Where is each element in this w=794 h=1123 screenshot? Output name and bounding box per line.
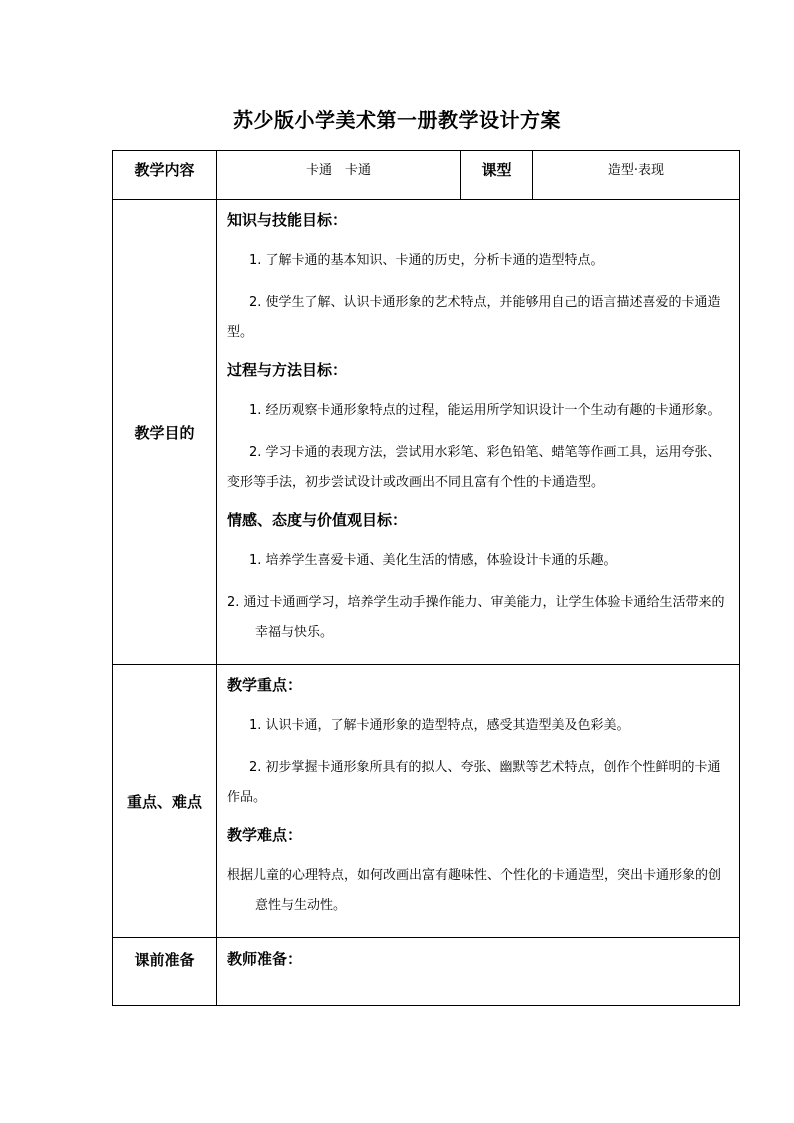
objectives-content (217, 200, 740, 665)
key-points-label: 重点、难点 (113, 665, 217, 938)
preparation-label: 课前准备 (113, 938, 217, 1006)
type-label: 课型 (461, 151, 533, 200)
emotion-item-1: 1. 培养学生喜爱卡通、美化生活的情感，体验设计卡通的乐趣。 (249, 553, 617, 568)
process-item-1: 1. 经历观察卡通形象特点的过程，能运用所学知识设计一个生动有趣的卡通形象。 (249, 403, 721, 418)
knowledge-title: 知识与技能目标： (227, 211, 348, 229)
process-title: 过程与方法目标： (227, 361, 348, 379)
focus-item-2: 2. 初步掌握卡通形象所具有的拟人、夸张、幽默等艺术特点，创作个性鲜明的卡通作品。 (227, 760, 721, 805)
objectives-row (113, 200, 740, 665)
process-item-2: 2. 学习卡通的表现方法，尝试用水彩笔、彩色铅笔、蜡笔等作画工具，运用夸张、变形等手法，初步尝试设计或改画出不同且富有个性的卡通造型。 (227, 445, 721, 490)
type-value: 造型·表现 (533, 151, 740, 200)
content-value: 卡通 卡通 (217, 151, 461, 200)
content-label: 教学内容 (113, 151, 217, 200)
difficulty-title: 教学难点： (227, 826, 303, 844)
focus-item-1: 1. 认识卡通，了解卡通形象的造型特点，感受其造型美及色彩美。 (249, 718, 630, 733)
preparation-content (217, 938, 740, 1006)
key-points-row (113, 665, 740, 938)
header-row (113, 151, 740, 200)
teacher-prep-title: 教师准备： (227, 950, 303, 968)
objectives-label: 教学目的 (113, 200, 217, 665)
page-title: 苏少版小学美术第一册教学设计方案 (233, 108, 561, 132)
emotion-item-2: 2. 通过卡通画学习，培养学生动手操作能力、审美能力，让学生体验卡通给生活带来的幸福与快乐。 (227, 595, 725, 640)
knowledge-item-1: 1. 了解卡通的基本知识、卡通的历史，分析卡通的造型特点。 (249, 253, 604, 268)
lesson-plan-table (112, 150, 740, 1006)
key-points-content (217, 665, 740, 938)
knowledge-item-2: 2. 使学生了解、认识卡通形象的艺术特点，并能够用自己的语言描述喜爱的卡通造型。 (227, 295, 721, 340)
preparation-row (113, 938, 740, 1006)
emotion-title: 情感、态度与价值观目标： (227, 511, 408, 529)
difficulty-item-1: 根据儿童的心理特点，如何改画出富有趣味性、个性化的卡通造型，突出卡通形象的创意性与生动性。 (227, 868, 722, 913)
focus-title: 教学重点： (227, 676, 303, 694)
